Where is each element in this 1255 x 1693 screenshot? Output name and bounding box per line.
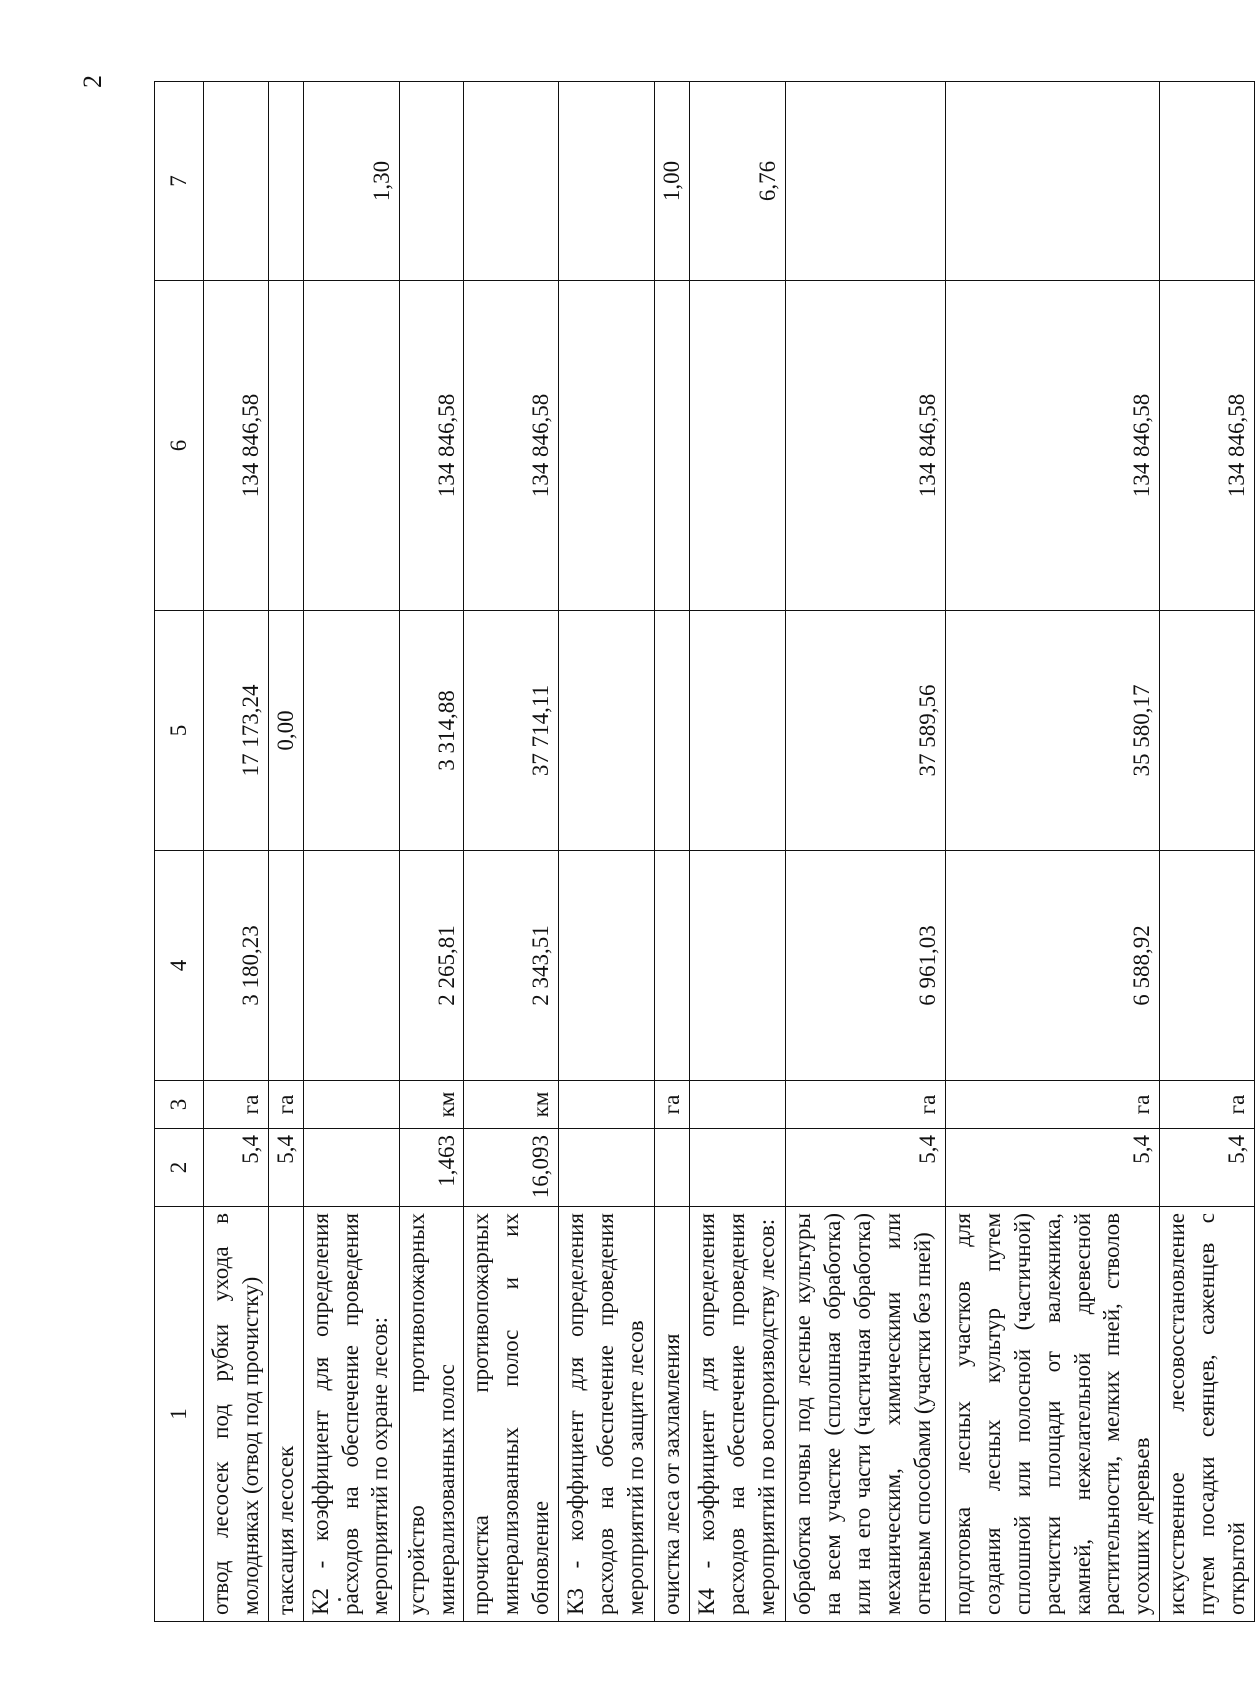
header-col-2: 2 [155, 1129, 204, 1207]
table-row [303, 82, 399, 1622]
header-col-1: 1 [155, 1207, 204, 1622]
row-cost [559, 611, 655, 851]
row-volume: 5,4 [268, 1129, 303, 1207]
row-rate: 6 961,03 [786, 851, 946, 1081]
row-total: 134 846,58 [464, 281, 559, 611]
row-rate [690, 851, 786, 1081]
row-total: 134 846,58 [1160, 281, 1255, 611]
row-description-end: противопожарных [468, 1213, 494, 1393]
row-total [690, 281, 786, 611]
row-description-start: прочистка [468, 1515, 494, 1615]
row-total [559, 281, 655, 611]
row-coefficient [946, 82, 1160, 281]
row-cost: 17 173,24 [204, 611, 269, 851]
header-col-7: 7 [155, 82, 204, 281]
row-volume: 5,4 [1160, 1129, 1255, 1207]
row-description: очистка леса от захламления [655, 1207, 690, 1622]
row-volume [655, 1129, 690, 1207]
table-row [399, 82, 464, 1622]
row-description: отвод лесосек под рубки ухода в молодняках (отвод под прочистку) [204, 1207, 269, 1622]
rotated-table-container [154, 82, 1250, 1622]
row-unit: га [946, 1081, 1160, 1129]
row-rate [268, 851, 303, 1081]
row-coefficient: 6,76 [690, 82, 786, 281]
row-description: таксация лесосек [268, 1207, 303, 1622]
header-col-4: 4 [155, 851, 204, 1081]
row-total [268, 281, 303, 611]
row-total: 134 846,58 [786, 281, 946, 611]
row-volume: 5,4 [204, 1129, 269, 1207]
row-volume: 16,093 [464, 1129, 559, 1207]
row-coefficient [268, 82, 303, 281]
row-rate [655, 851, 690, 1081]
table-row [786, 82, 946, 1622]
row-total: 134 846,58 [399, 281, 464, 611]
row-cost [1160, 611, 1255, 851]
row-rate [559, 851, 655, 1081]
row-coefficient [204, 82, 269, 281]
row-cost: 37 714,11 [464, 611, 559, 851]
row-unit [559, 1081, 655, 1129]
row-rate [303, 851, 399, 1081]
row-description-start: устройство [403, 1505, 429, 1615]
row-volume [559, 1129, 655, 1207]
row-unit: га [268, 1081, 303, 1129]
row-volume: 1,463 [399, 1129, 464, 1207]
row-cost: 35 580,17 [946, 611, 1160, 851]
row-rate: 2 343,51 [464, 851, 559, 1081]
row-total: 134 846,58 [204, 281, 269, 611]
row-description [464, 1207, 559, 1622]
row-description-tail: минерализованных полос [433, 1364, 459, 1615]
row-cost: 37 589,56 [786, 611, 946, 851]
header-col-3: 3 [155, 1081, 204, 1129]
row-description [399, 1207, 464, 1622]
table-row [690, 82, 786, 1622]
row-cost [303, 611, 399, 851]
row-unit: га [786, 1081, 946, 1129]
row-coefficient [1160, 82, 1255, 281]
row-description: обработка почвы под лесные культуры на всем участке (сплошная обработка) или на его части (частичная обработка) механическим, химическими или огневым способами (участки без пней) [786, 1207, 946, 1622]
row-unit: км [399, 1081, 464, 1129]
table-row [268, 82, 303, 1622]
row-description: подготовка лесных участков для создания лесных культур путем сплошной или полосной (частичной) расчистки площади от валежника, камней, нежелательной древесной растительности, мелких пней, стволов усохших деревьев [946, 1207, 1160, 1622]
row-volume [690, 1129, 786, 1207]
row-coefficient [559, 82, 655, 281]
row-cost: 3 314,88 [399, 611, 464, 851]
header-col-5: 5 [155, 611, 204, 851]
row-volume [303, 1129, 399, 1207]
row-description: К3 - коэффициент для определения расходов на обеспечение проведения мероприятий по защите лесов [559, 1207, 655, 1622]
row-description-tail: минерализованных полос и их обновление [498, 1213, 554, 1615]
page-number: 2 [78, 75, 107, 88]
row-unit [303, 1081, 399, 1129]
row-rate [1160, 851, 1255, 1081]
row-coefficient: 1,30 [303, 82, 399, 281]
row-coefficient [464, 82, 559, 281]
table-row [946, 82, 1160, 1622]
header-col-6: 6 [155, 281, 204, 611]
row-unit: га [655, 1081, 690, 1129]
row-rate: 2 265,81 [399, 851, 464, 1081]
row-rate: 3 180,23 [204, 851, 269, 1081]
row-volume: 5,4 [946, 1129, 1160, 1207]
table-header-row [155, 82, 204, 1622]
row-unit: га [1160, 1081, 1255, 1129]
row-coefficient [399, 82, 464, 281]
row-total [655, 281, 690, 611]
row-total [303, 281, 399, 611]
table-row [559, 82, 655, 1622]
row-unit [690, 1081, 786, 1129]
row-coefficient: 1,00 [655, 82, 690, 281]
row-description: искусственное лесовосстановление путем посадки сеянцев, саженцев с открытой [1160, 1207, 1255, 1622]
row-cost: 0,00 [268, 611, 303, 851]
table-row [204, 82, 269, 1622]
row-cost [655, 611, 690, 851]
row-unit: км [464, 1081, 559, 1129]
row-coefficient [786, 82, 946, 281]
table-row [1160, 82, 1255, 1622]
row-description-end: противопожарных [403, 1213, 429, 1393]
row-description: К4 - коэффициент для определения расходов на обеспечение проведения мероприятий по воспроизводству лесов: [690, 1207, 786, 1622]
table-row [464, 82, 559, 1622]
row-unit: га [204, 1081, 269, 1129]
row-description: К2 - коэффициент для определения расходов на обеспечение проведения мероприятий по охране лесов: [303, 1207, 399, 1622]
row-volume: 5,4 [786, 1129, 946, 1207]
row-rate: 6 588,92 [946, 851, 1160, 1081]
row-cost [690, 611, 786, 851]
row-total: 134 846,58 [946, 281, 1160, 611]
table-row [655, 82, 690, 1622]
cost-table [154, 81, 1255, 1622]
